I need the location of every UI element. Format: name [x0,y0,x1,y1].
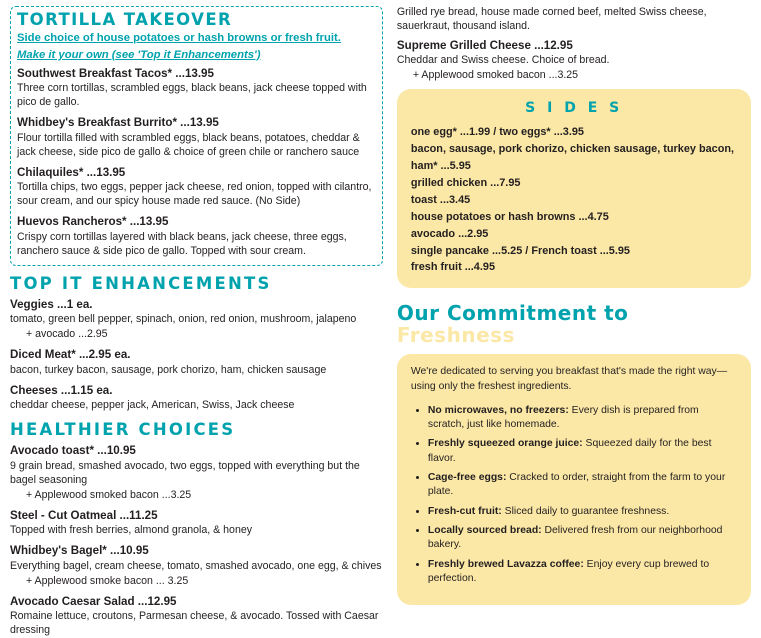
commitment-bullet [428,471,737,500]
top-it-enhancements-title: TOP IT ENHANCEMENTS [10,273,272,293]
commitment-bullet [428,404,737,433]
menu-item [397,39,751,83]
side-item: bacon, sausage, pork chorizo, chicken sausage, turkey bacon, ham* ...5.95 [410,143,735,173]
menu-item-name: Avocado Caesar Salad ...12.95 [10,594,177,608]
menu-item-name: Avocado toast* ...10.95 [10,444,136,458]
commitment-bullet-label: Freshly squeezed orange juice: [427,438,583,450]
commitment-bullet [428,524,737,553]
tortilla-takeover-title: TORTILLA TAKEOVER [17,10,233,29]
menu-item [10,384,383,413]
menu-item-description: Topped with fresh berries, almond granola, & honey [10,524,253,537]
menu-item-description: Romaine lettuce, croutons, Parmesan cheese, & avocado. Tossed with Caesar dressing [10,610,379,637]
side-item: toast ...3.45 [410,193,471,206]
menu-item-addon: + Applewood smoked bacon ...3.25 [412,69,579,82]
menu-item-description: cheddar cheese, pepper jack, American, Swiss, Jack cheese [10,399,295,412]
commitment-bullet-label: Fresh-cut fruit: [427,505,502,517]
menu-item-description: Three corn tortillas, scrambled eggs, black beans, jack cheese topped with pico de gallo. [17,82,367,109]
menu-item [10,595,383,638]
menu-item-description: Cheddar and Swiss cheese. Choice of bread. [396,54,610,67]
commitment-bullet [428,505,737,519]
menu-item-addon: + Applewood smoke bacon ... 3.25 [26,574,189,587]
side-item: grilled chicken ...7.95 [410,177,521,190]
commitment-bullet-text: Delivered fresh from our neighborhood bakery. [427,525,723,551]
menu-item-addon: + Applewood smoked bacon ...3.25 [26,488,192,501]
right-column [396,6,751,585]
commitment-bullet-text: Enjoy every cup brewed to perfection. [427,558,710,585]
menu-item-description: 9 grain bread, smashed avocado, two eggs, topped with everything but the bagel seasoning [10,459,360,486]
healthier-choices-section [10,421,383,638]
tortilla-takeover-section [10,6,383,266]
commitment-bullet-text: Squeezed daily for the best flavor. [427,438,712,464]
side-item: avocado ...2.95 [410,227,489,240]
commitment-bullet-text: Sliced daily to guarantee freshness. [501,505,670,517]
commitment-bullet-label: Locally sourced bread: [427,525,542,537]
menu-item [17,116,376,159]
commitment-bullet [428,558,737,587]
commitment-bullet-label: Cage-free eggs: [427,471,507,483]
menu-item [10,348,383,377]
sides-title: S I D E S [525,100,623,117]
side-item: single pancake ...5.25 / French toast ...5.95 [410,244,630,257]
menu-item [17,215,376,258]
commitment-heading [397,302,751,346]
continued-item-description: Grilled rye bread, house made corned beef, melted Swiss cheese, sauerkraut, thousand island. [396,6,707,32]
menu-item-name: Huevos Rancheros* ...13.95 [17,215,169,229]
menu-item-addon: + avocado ...2.95 [26,328,108,341]
top-it-enhancements-section [10,275,383,414]
tortilla-takeover-customize-note: Make it your own (see 'Top it Enhancements') [17,48,261,61]
sides-section [397,89,751,288]
commitment-bullet-list [411,404,737,587]
commitment-bullet-text: Cracked to order, straight from the farm to your plate. [427,471,726,498]
menu-item-description: Everything bagel, cream cheese, tomato, smashed avocado, one egg, & chives [10,559,382,572]
menu-item-name: Whidbey's Bagel* ...10.95 [10,544,149,558]
commitment-intro: We're dedicated to serving you breakfast that's made the right way—using only the freshest ingredients. [410,366,728,392]
tortilla-takeover-side-note: Side choice of house potatoes or hash browns or fresh fruit. [17,32,341,45]
commitment-bullet-label: Freshly brewed Lavazza coffee: [427,558,584,570]
menu-item-name: Steel - Cut Oatmeal ...11.25 [10,508,158,522]
commitment-heading-main: Our Commitment to [396,301,629,326]
menu-item-name: Cheeses ...1.15 ea. [10,383,113,397]
menu-item-name: Supreme Grilled Cheese ...12.95 [396,38,573,52]
menu-item-description: Crispy corn tortillas layered with black beans, jack cheese, three eggs, ranchero sauce & side pico de gallo. Topped with sour cream. [17,230,347,257]
menu-item [10,298,383,342]
commitment-bullet-text: Every dish is prepared from scratch, just like homemade. [427,404,699,430]
menu-item-name: Whidbey's Breakfast Burrito* ...13.95 [17,116,219,130]
menu-item [17,166,376,209]
side-item: house potatoes or hash browns ...4.75 [410,210,609,223]
side-item: fresh fruit ...4.95 [410,261,496,274]
menu-item [10,509,383,538]
menu-item-description: Tortilla chips, two eggs, pepper jack cheese, red onion, topped with cilantro, sour cream, and our spicy house made red sauce. (No Side) [17,181,372,208]
side-item: one egg* ...1.99 / two eggs* ...3.95 [410,126,584,139]
menu-item-name: Chilaquiles* ...13.95 [17,165,126,179]
menu-item-description: bacon, turkey bacon, sausage, pork chorizo, ham, chicken sausage [10,363,327,376]
left-column [10,6,383,637]
healthier-choices-title: HEALTHIER CHOICES [10,420,236,440]
menu-item [10,544,383,588]
menu-item-description: tomato, green bell pepper, spinach, onion, red onion, mushroom, jalapeno [10,313,357,326]
menu-item [10,444,383,502]
menu-item [17,67,376,110]
commitment-section [397,354,751,605]
commitment-bullet [428,437,737,466]
menu-item-description: Flour tortilla filled with scrambled eggs, black beans, potatoes, cheddar & jack cheese, side pico de gallo & choice of green chile or ranchero sauce [17,131,360,158]
menu-item-name: Diced Meat* ...2.95 ea. [10,348,131,362]
commitment-bullet-label: No microwaves, no freezers: [427,404,569,416]
menu-item-name: Southwest Breakfast Tacos* ...13.95 [17,66,214,80]
menu-item-name: Veggies ...1 ea. [10,297,93,311]
commitment-heading-accent: Freshness [396,323,515,348]
